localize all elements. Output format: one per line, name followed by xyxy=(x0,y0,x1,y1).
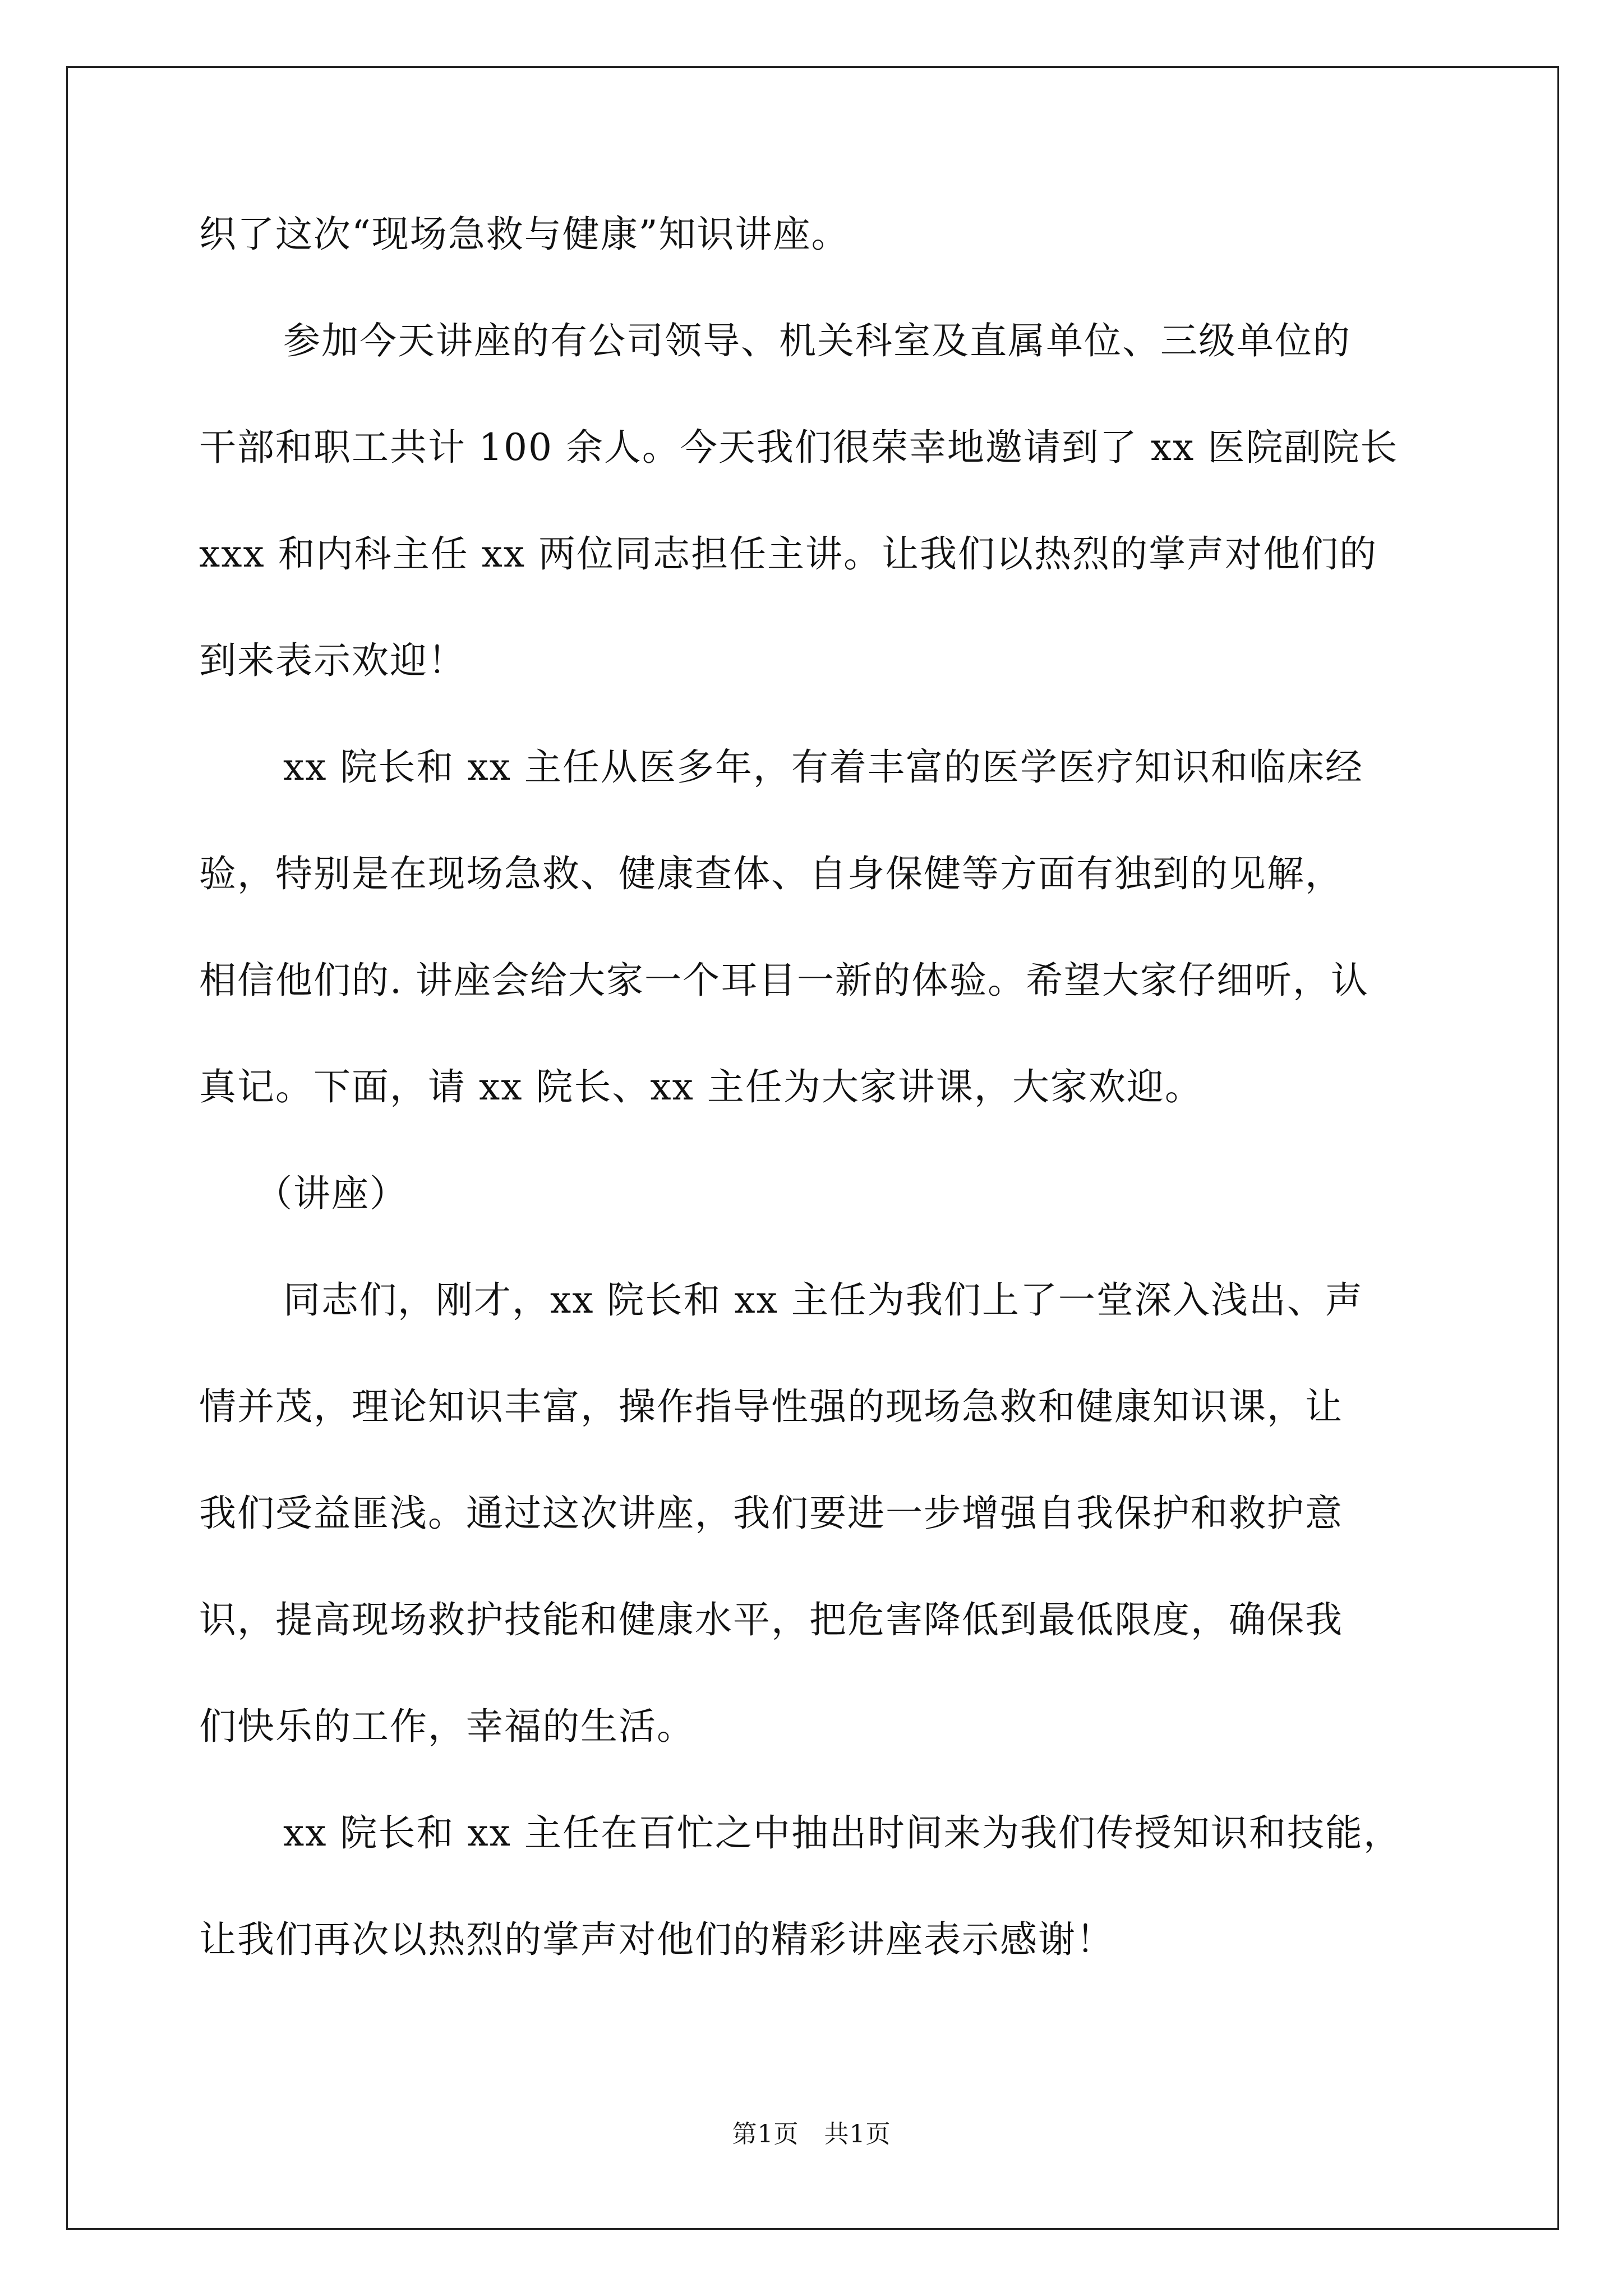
text-line: 到来表示欢迎！ xyxy=(199,639,466,682)
page-footer xyxy=(0,2114,1623,2150)
text-line: 织了这次“现场急救与健康”知识讲座。 xyxy=(199,213,850,256)
text-line: 情并茂，理论知识丰富，操作指导性强的现场急救和健康知识课，让 xyxy=(199,1385,1343,1428)
text-line: xxx 和内科主任 xx 两位同志担任主讲。让我们以热烈的掌声对他们的 xyxy=(199,532,1378,576)
paragraph-start-line: （讲座） xyxy=(255,1172,408,1215)
paragraph-start-line: 参加今天讲座的有公司领导、机关科室及直属单位、三级单位的 xyxy=(283,319,1351,362)
page-number: 第1页 xyxy=(732,2120,799,2148)
text-line: 干部和职工共计 100 余人。今天我们很荣幸地邀请到了 xx 医院副院长 xyxy=(199,426,1399,469)
paragraph-start-line: xx 院长和 xx 主任从医多年，有着丰富的医学医疗知识和临床经 xyxy=(283,746,1363,789)
text-line: 我们受益匪浅。通过这次讲座，我们要进一步增强自我保护和救护意 xyxy=(199,1492,1343,1535)
text-line: 相信他们的. 讲座会给大家一个耳目一新的体验。希望大家仔细听，认 xyxy=(199,959,1369,1002)
text-line: 真记。下面，请 xx 院长、xx 主任为大家讲课，大家欢迎。 xyxy=(199,1065,1203,1108)
text-line: 们快乐的工作，幸福的生活。 xyxy=(199,1705,695,1748)
page-total: 共1页 xyxy=(824,2120,891,2148)
paragraph-start-line: 同志们，刚才，xx 院长和 xx 主任为我们上了一堂深入浅出、声 xyxy=(283,1278,1363,1322)
document-body xyxy=(199,213,1455,2028)
text-line: 验，特别是在现场急救、健康查体、自身保健等方面有独到的见解， xyxy=(199,852,1343,895)
text-line: 识，提高现场救护技能和健康水平，把危害降低到最低限度，确保我 xyxy=(199,1598,1343,1641)
paragraph-start-line: xx 院长和 xx 主任在百忙之中抽出时间来为我们传授知识和技能， xyxy=(283,1811,1401,1855)
text-line: 让我们再次以热烈的掌声对他们的精彩讲座表示感谢！ xyxy=(199,1918,1114,1961)
